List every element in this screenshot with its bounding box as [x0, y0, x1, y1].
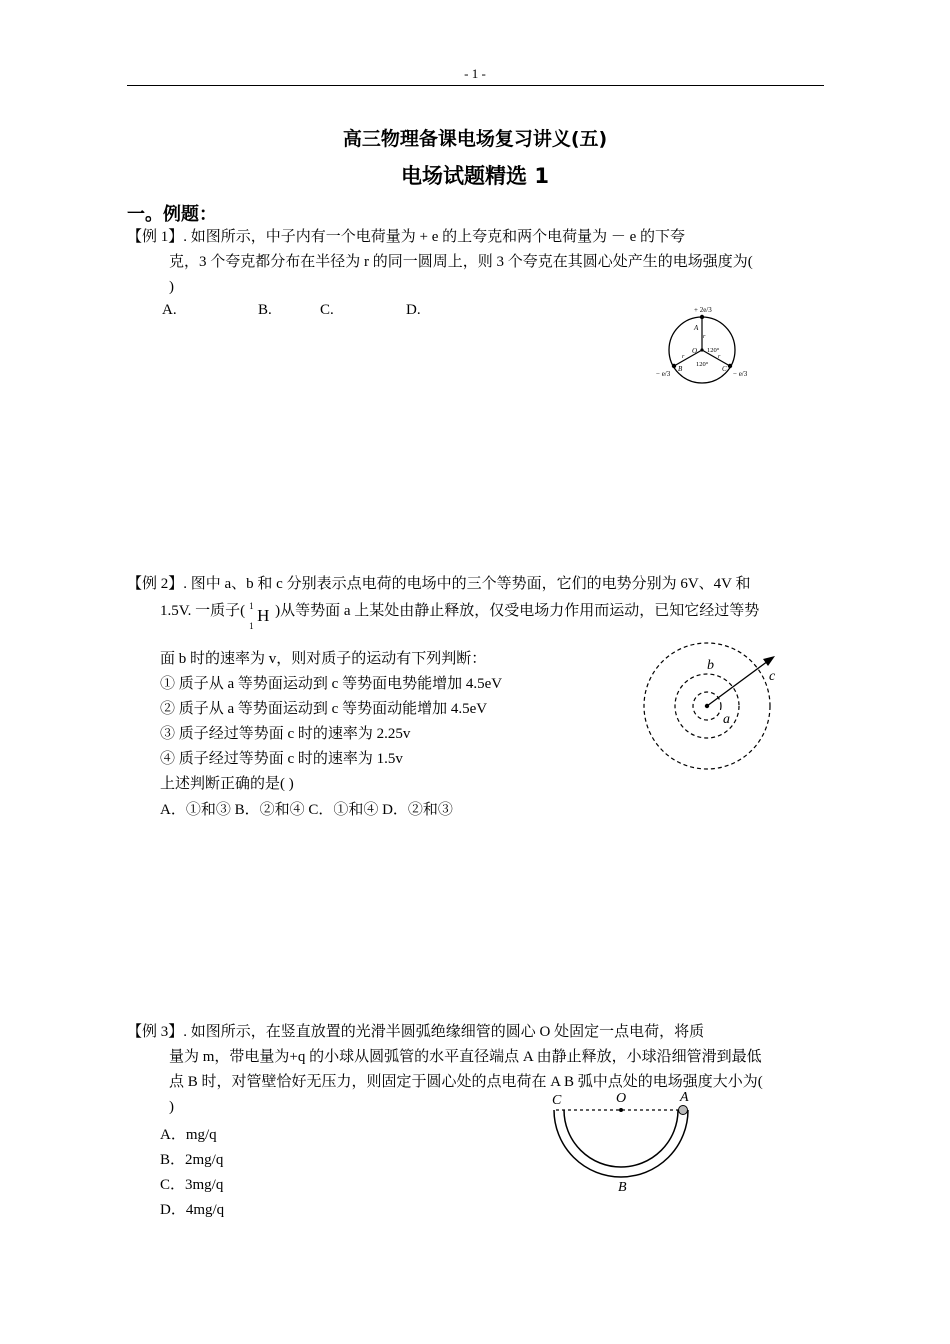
proton-charge-number: 1 [249, 620, 254, 631]
example2-text-1: . 图中 a、b 和 c 分别表示点电荷的电场中的三个等势面，它们的电势分别为 6V、4V 和 [183, 576, 751, 592]
example1-line1 [127, 227, 685, 247]
example1-line3: ) [169, 279, 174, 295]
example2-text-2a: 1.5V. 一质子( [160, 603, 246, 619]
example1-option-c: C. [320, 302, 334, 318]
example1-option-a: A. [162, 302, 177, 318]
example3-label: 【例 3】 [127, 1024, 184, 1040]
svg-text:A: A [694, 324, 699, 332]
example2-text-2b: )从等势面 a 上某处由静止释放，仅受电场力作用而运动，已知它经过等势 [275, 603, 760, 619]
angle-top-label: 120° [707, 347, 720, 354]
example2-question: 上述判断正确的是( ) [160, 776, 294, 792]
example3-option-d: D．4mg/q [160, 1202, 225, 1218]
example1-label: 【例 1】 [127, 229, 184, 245]
svg-text:r: r [718, 354, 721, 360]
section-heading: 一。例题： [127, 204, 217, 225]
example2-statement-3: ③ 质子经过等势面 c 时的速率为 2.25v [160, 726, 411, 742]
example2-line2 [160, 600, 760, 631]
proton-mass-number: 1 [249, 600, 254, 611]
example2-statement-2: ② 质子从 a 等势面运动到 c 等势面动能增加 4.5eV [160, 701, 488, 717]
document-title: 高三物理备课电场复习讲义(五) [342, 128, 608, 150]
surface-c-label: c [769, 669, 776, 684]
point-b-label: B [618, 1180, 627, 1195]
example3-option-b: B．2mg/q [160, 1152, 224, 1168]
page-number: - 1 - [464, 66, 486, 81]
example2-label: 【例 2】 [127, 576, 184, 592]
example2-line3: 面 b 时的速率为 v，则对质子的运动有下列判断： [160, 651, 487, 667]
svg-text:O: O [692, 347, 698, 355]
example1-option-d: D. [406, 302, 421, 318]
example2-choices: A．①和③ B．②和④ C．①和④ D．②和③ [160, 802, 453, 818]
header-rule [127, 85, 824, 86]
example3-line2: 量为 m，带电量为+q 的小球从圆弧管的水平直径端点 A 由静止释放，小球沿细管滑到最低 [169, 1049, 762, 1065]
svg-text:B: B [678, 365, 683, 373]
example3-text-1: . 如图所示，在竖直放置的光滑半圆弧绝缘细管的圆心 O 处固定一点电荷，将质 [183, 1024, 705, 1040]
left-charge-label: − e/3 [656, 370, 671, 378]
proton-letter: H [257, 605, 270, 625]
document-subtitle: 电场试题精选 1 [401, 164, 549, 188]
surface-a-label: a [723, 712, 730, 727]
top-charge-label: + 2e/3 [694, 306, 712, 314]
point-a-label: A [680, 1090, 689, 1105]
svg-text:C: C [722, 365, 727, 373]
equipotential-diagram [638, 638, 778, 778]
svg-text:r: r [703, 334, 706, 340]
example2-statement-4: ④ 质子经过等势面 c 时的速率为 1.5v [160, 751, 403, 767]
right-charge-label: − e/3 [733, 370, 748, 378]
example3-option-a: A．mg/q [160, 1127, 217, 1143]
semicircle-tube-diagram [548, 1088, 700, 1198]
svg-text:r: r [682, 354, 685, 360]
proton-symbol [245, 600, 275, 631]
example1-text-1: . 如图所示，中子内有一个电荷量为 + e 的上夸克和两个电荷量为 － e 的下夸 [183, 229, 686, 245]
example3-line1 [127, 1022, 704, 1042]
example3-line4: ) [169, 1099, 174, 1115]
angle-bottom-label: 120° [696, 361, 709, 368]
example3-line3: 点 B 时，对管壁恰好无压力，则固定于圆心处的点电荷在 A B 弧中点处的电场强度大小为( [169, 1074, 763, 1090]
example2-line1 [127, 574, 750, 594]
example1-line2: 克，3 个夸克都分布在半径为 r 的同一圆周上，则 3 个夸克在其圆心处产生的电场强度为( [169, 254, 753, 270]
quark-diagram [654, 300, 754, 388]
example2-statement-1: ① 质子从 a 等势面运动到 c 等势面电势能增加 4.5eV [160, 676, 503, 692]
surface-b-label: b [707, 658, 714, 673]
example3-option-c: C．3mg/q [160, 1177, 224, 1193]
point-o-label: O [616, 1091, 627, 1106]
example1-option-b: B. [258, 302, 272, 318]
point-c-label: C [552, 1093, 562, 1108]
